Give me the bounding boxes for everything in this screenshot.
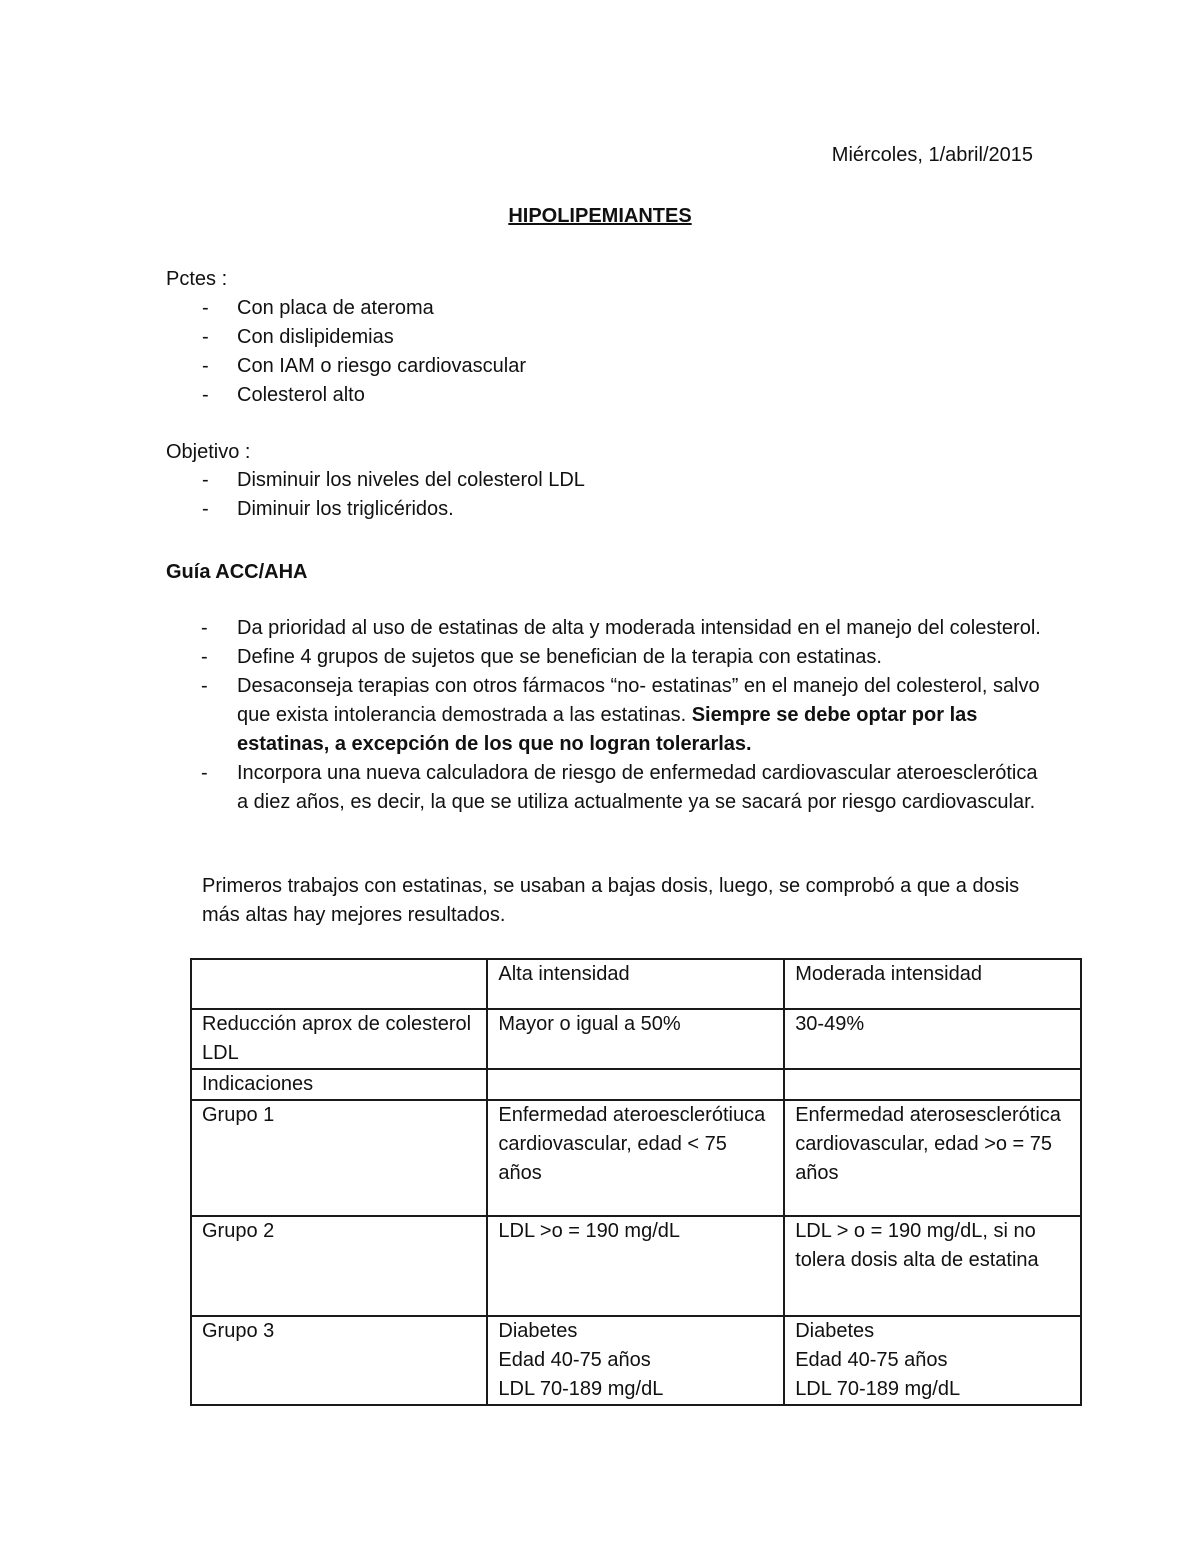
list-item-text: Desaconseja terapias con otros fármacos “no- estatinas” en el manejo del colesterol, salvo que exista intolerancia demostrada a las estatinas. [237,675,1040,726]
table-cell: Reducción aprox de colesterol LDL [191,1009,487,1069]
dash-bullet: - [202,498,209,520]
list-item [166,614,1046,643]
dash-bullet: - [202,469,209,491]
document-title: HIPOLIPEMIANTES [508,205,692,227]
list-item-text: Con IAM o riesgo cardiovascular [237,355,527,377]
statin-intensity-table [190,958,1082,1406]
guia-heading: Guía ACC/AHA [166,561,308,583]
list-item-bold-text: Siempre se debe optar por las estatinas, a excepción de los que no logran tolerarlas. [237,704,978,755]
table-row [191,1009,1081,1069]
table-header-row [191,959,1081,1009]
guia-list [166,614,1046,817]
table-header-cell: Alta intensidad [487,959,784,1009]
list-item-text: Incorpora una nueva calculadora de riesgo de enfermedad cardiovascular ateroesclerótica a diez años, es decir, la que se utiliza actualmente ya se sacará por riesgo cardiovascular. [237,762,1038,813]
list-item [166,759,1046,817]
table-row [191,1216,1081,1316]
table-cell [784,1069,1081,1100]
dash-bullet: - [201,617,208,639]
table-cell: Indicaciones [191,1069,487,1100]
list-item [166,466,1046,495]
list-item-text: Disminuir los niveles del colesterol LDL [237,469,585,491]
list-item [166,672,1046,759]
table-header-cell [191,959,487,1009]
table-cell: 30-49% [784,1009,1081,1069]
list-item-text: Diminuir los triglicéridos. [237,498,454,520]
pacientes-label: Pctes : [166,268,228,290]
objetivo-label: Objetivo : [166,441,251,463]
table-cell: Enfermedad aterosesclerótica cardiovascular, edad >o = 75 años [784,1100,1081,1216]
table-cell [487,1069,784,1100]
table-cell: Mayor o igual a 50% [487,1009,784,1069]
list-item-text: Colesterol alto [237,384,365,406]
guia-paragraph: Primeros trabajos con estatinas, se usaban a bajas dosis, luego, se comprobó a que a dosis más altas hay mejores resultados. [202,875,1020,926]
dash-bullet: - [202,384,209,406]
dash-bullet: - [201,675,208,697]
table-row [191,1316,1081,1405]
dash-bullet: - [202,326,209,348]
list-item [166,381,1046,410]
table-cell: Grupo 1 [191,1100,487,1216]
dash-bullet: - [202,355,209,377]
table-cell: Grupo 2 [191,1216,487,1316]
dash-bullet: - [202,297,209,319]
objetivo-list [166,466,1046,524]
table-row [191,1100,1081,1216]
list-item [166,294,1046,323]
table-cell: LDL >o = 190 mg/dL [487,1216,784,1316]
table-cell: Diabetes Edad 40-75 años LDL 70-189 mg/dL [487,1316,784,1405]
table-cell: Enfermedad ateroesclerótiuca cardiovascular, edad < 75 años [487,1100,784,1216]
list-item-text: Define 4 grupos de sujetos que se benefician de la terapia con estatinas. [237,646,882,668]
pacientes-list [166,294,1046,410]
list-item [166,323,1046,352]
table-cell: Grupo 3 [191,1316,487,1405]
document-date: Miércoles, 1/abril/2015 [831,144,1033,166]
list-item [166,495,1046,524]
list-item-text: Da prioridad al uso de estatinas de alta y moderada intensidad en el manejo del colesterol. [237,617,1041,639]
list-item-text: Con dislipidemias [237,326,394,348]
table-row [191,1069,1081,1100]
list-item [166,352,1046,381]
table-cell: Diabetes Edad 40-75 años LDL 70-189 mg/dL [784,1316,1081,1405]
list-item-text: Con placa de ateroma [237,297,434,319]
dash-bullet: - [201,646,208,668]
table-cell: LDL > o = 190 mg/dL, si no tolera dosis alta de estatina [784,1216,1081,1316]
table-header-cell: Moderada intensidad [784,959,1081,1009]
list-item [166,643,1046,672]
dash-bullet: - [201,762,208,784]
